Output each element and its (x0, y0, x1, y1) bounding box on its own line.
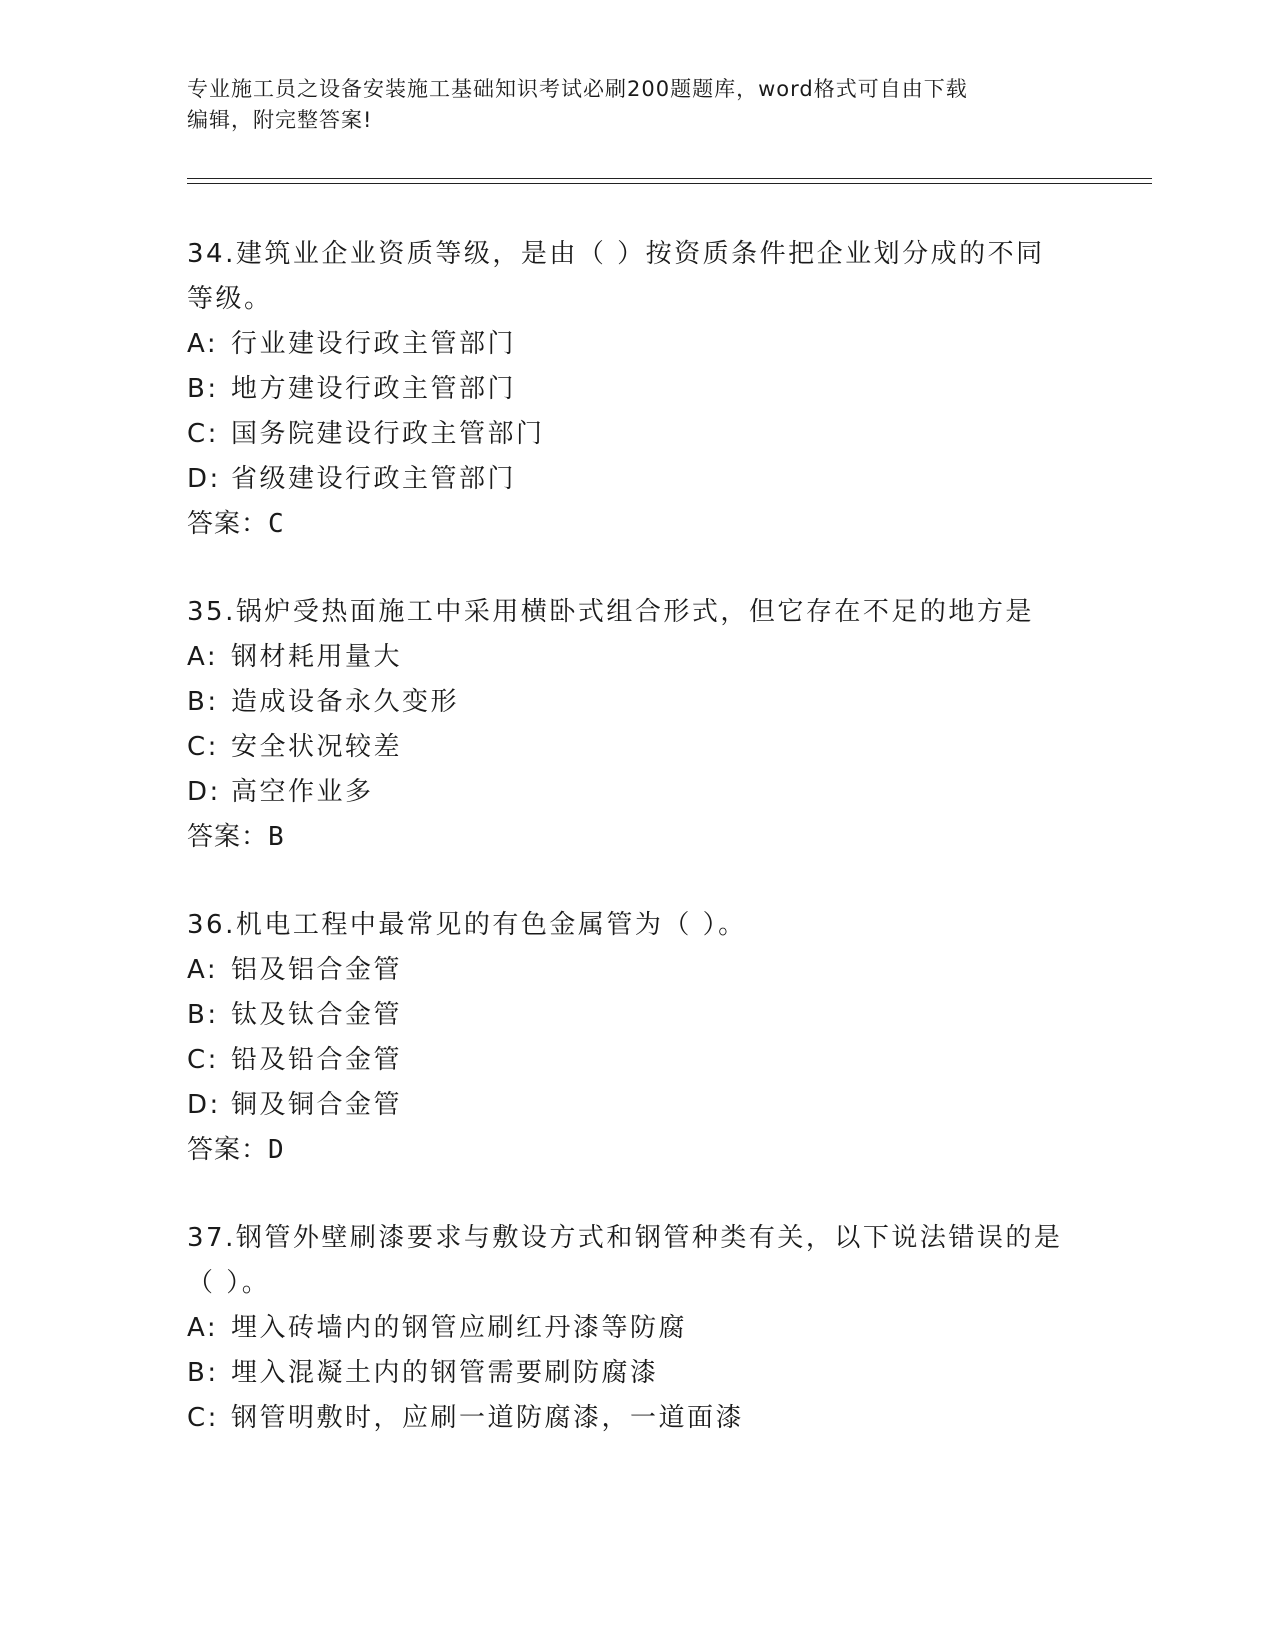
question-stem-line: 34.建筑业企业资质等级，是由（ ）按资质条件把企业划分成的不同 (187, 239, 1045, 269)
option-letter: B: (187, 687, 219, 717)
option-letter: D: (187, 464, 221, 494)
question-stem-line: （ ）。 (187, 1268, 271, 1298)
option-c (187, 1038, 1087, 1083)
answer-value: D (268, 1135, 284, 1165)
option-letter: B: (187, 374, 219, 404)
option-text: 钛及钛合金管 (231, 1000, 403, 1030)
option-letter: D: (187, 1090, 221, 1120)
option-text: 铅及铅合金管 (231, 1045, 403, 1075)
answer-line (187, 502, 1087, 547)
option-letter: C: (187, 1045, 219, 1075)
option-d (187, 770, 1087, 815)
option-text: 地方建设行政主管部门 (231, 374, 517, 404)
option-a (187, 635, 1087, 680)
option-letter: C: (187, 419, 219, 449)
option-a (187, 948, 1087, 993)
option-letter: D: (187, 777, 221, 807)
header-divider (187, 178, 1152, 184)
option-letter: A: (187, 1313, 219, 1343)
option-text: 省级建设行政主管部门 (231, 464, 517, 494)
answer-label: 答案： (187, 1135, 269, 1165)
question-36 (187, 903, 1087, 1173)
option-c (187, 1396, 1087, 1441)
option-b (187, 1351, 1087, 1396)
option-text: 埋入砖墙内的钢管应刷红丹漆等防腐 (231, 1313, 688, 1343)
option-text: 钢材耗用量大 (231, 642, 403, 672)
answer-line (187, 815, 1087, 860)
option-d (187, 457, 1087, 502)
question-stem-line: 35.锅炉受热面施工中采用横卧式组合形式，但它存在不足的地方是 (187, 597, 1034, 627)
option-b (187, 993, 1087, 1038)
question-stem-line: 36.机电工程中最常见的有色金属管为（ ）。 (187, 910, 747, 940)
question-stem-line: 37.钢管外壁刷漆要求与敷设方式和钢管种类有关，以下说法错误的是 (187, 1223, 1063, 1253)
option-text: 造成设备永久变形 (231, 687, 460, 717)
option-a (187, 1306, 1087, 1351)
answer-label: 答案： (187, 509, 269, 539)
question-34 (187, 232, 1087, 547)
option-text: 国务院建设行政主管部门 (231, 419, 545, 449)
option-b (187, 680, 1087, 725)
option-text: 安全状况较差 (231, 732, 403, 762)
option-letter: A: (187, 955, 219, 985)
option-letter: C: (187, 732, 219, 762)
option-d (187, 1083, 1087, 1128)
option-letter: C: (187, 1403, 219, 1433)
question-37 (187, 1216, 1087, 1441)
question-35 (187, 590, 1087, 860)
option-b (187, 367, 1087, 412)
option-text: 铝及铝合金管 (231, 955, 403, 985)
question-list (187, 232, 1087, 1484)
answer-label: 答案： (187, 822, 269, 852)
option-c (187, 725, 1087, 770)
header-line-2: 编辑，附完整答案! (187, 108, 373, 132)
option-text: 铜及铜合金管 (231, 1090, 403, 1120)
answer-value: C (268, 509, 284, 539)
option-letter: B: (187, 1000, 219, 1030)
option-text: 高空作业多 (231, 777, 374, 807)
option-letter: A: (187, 642, 219, 672)
option-letter: B: (187, 1358, 219, 1388)
answer-value: B (268, 822, 284, 852)
header-line-1: 专业施工员之设备安装施工基础知识考试必刷200题题库，word格式可自由下载 (187, 77, 968, 101)
option-text: 钢管明敷时，应刷一道防腐漆，一道面漆 (231, 1403, 745, 1433)
answer-line (187, 1128, 1087, 1173)
option-letter: A: (187, 329, 219, 359)
document-header (187, 74, 1067, 136)
option-a (187, 322, 1087, 367)
option-text: 埋入混凝土内的钢管需要刷防腐漆 (231, 1358, 659, 1388)
question-stem-line: 等级。 (187, 284, 273, 314)
option-text: 行业建设行政主管部门 (231, 329, 517, 359)
option-c (187, 412, 1087, 457)
